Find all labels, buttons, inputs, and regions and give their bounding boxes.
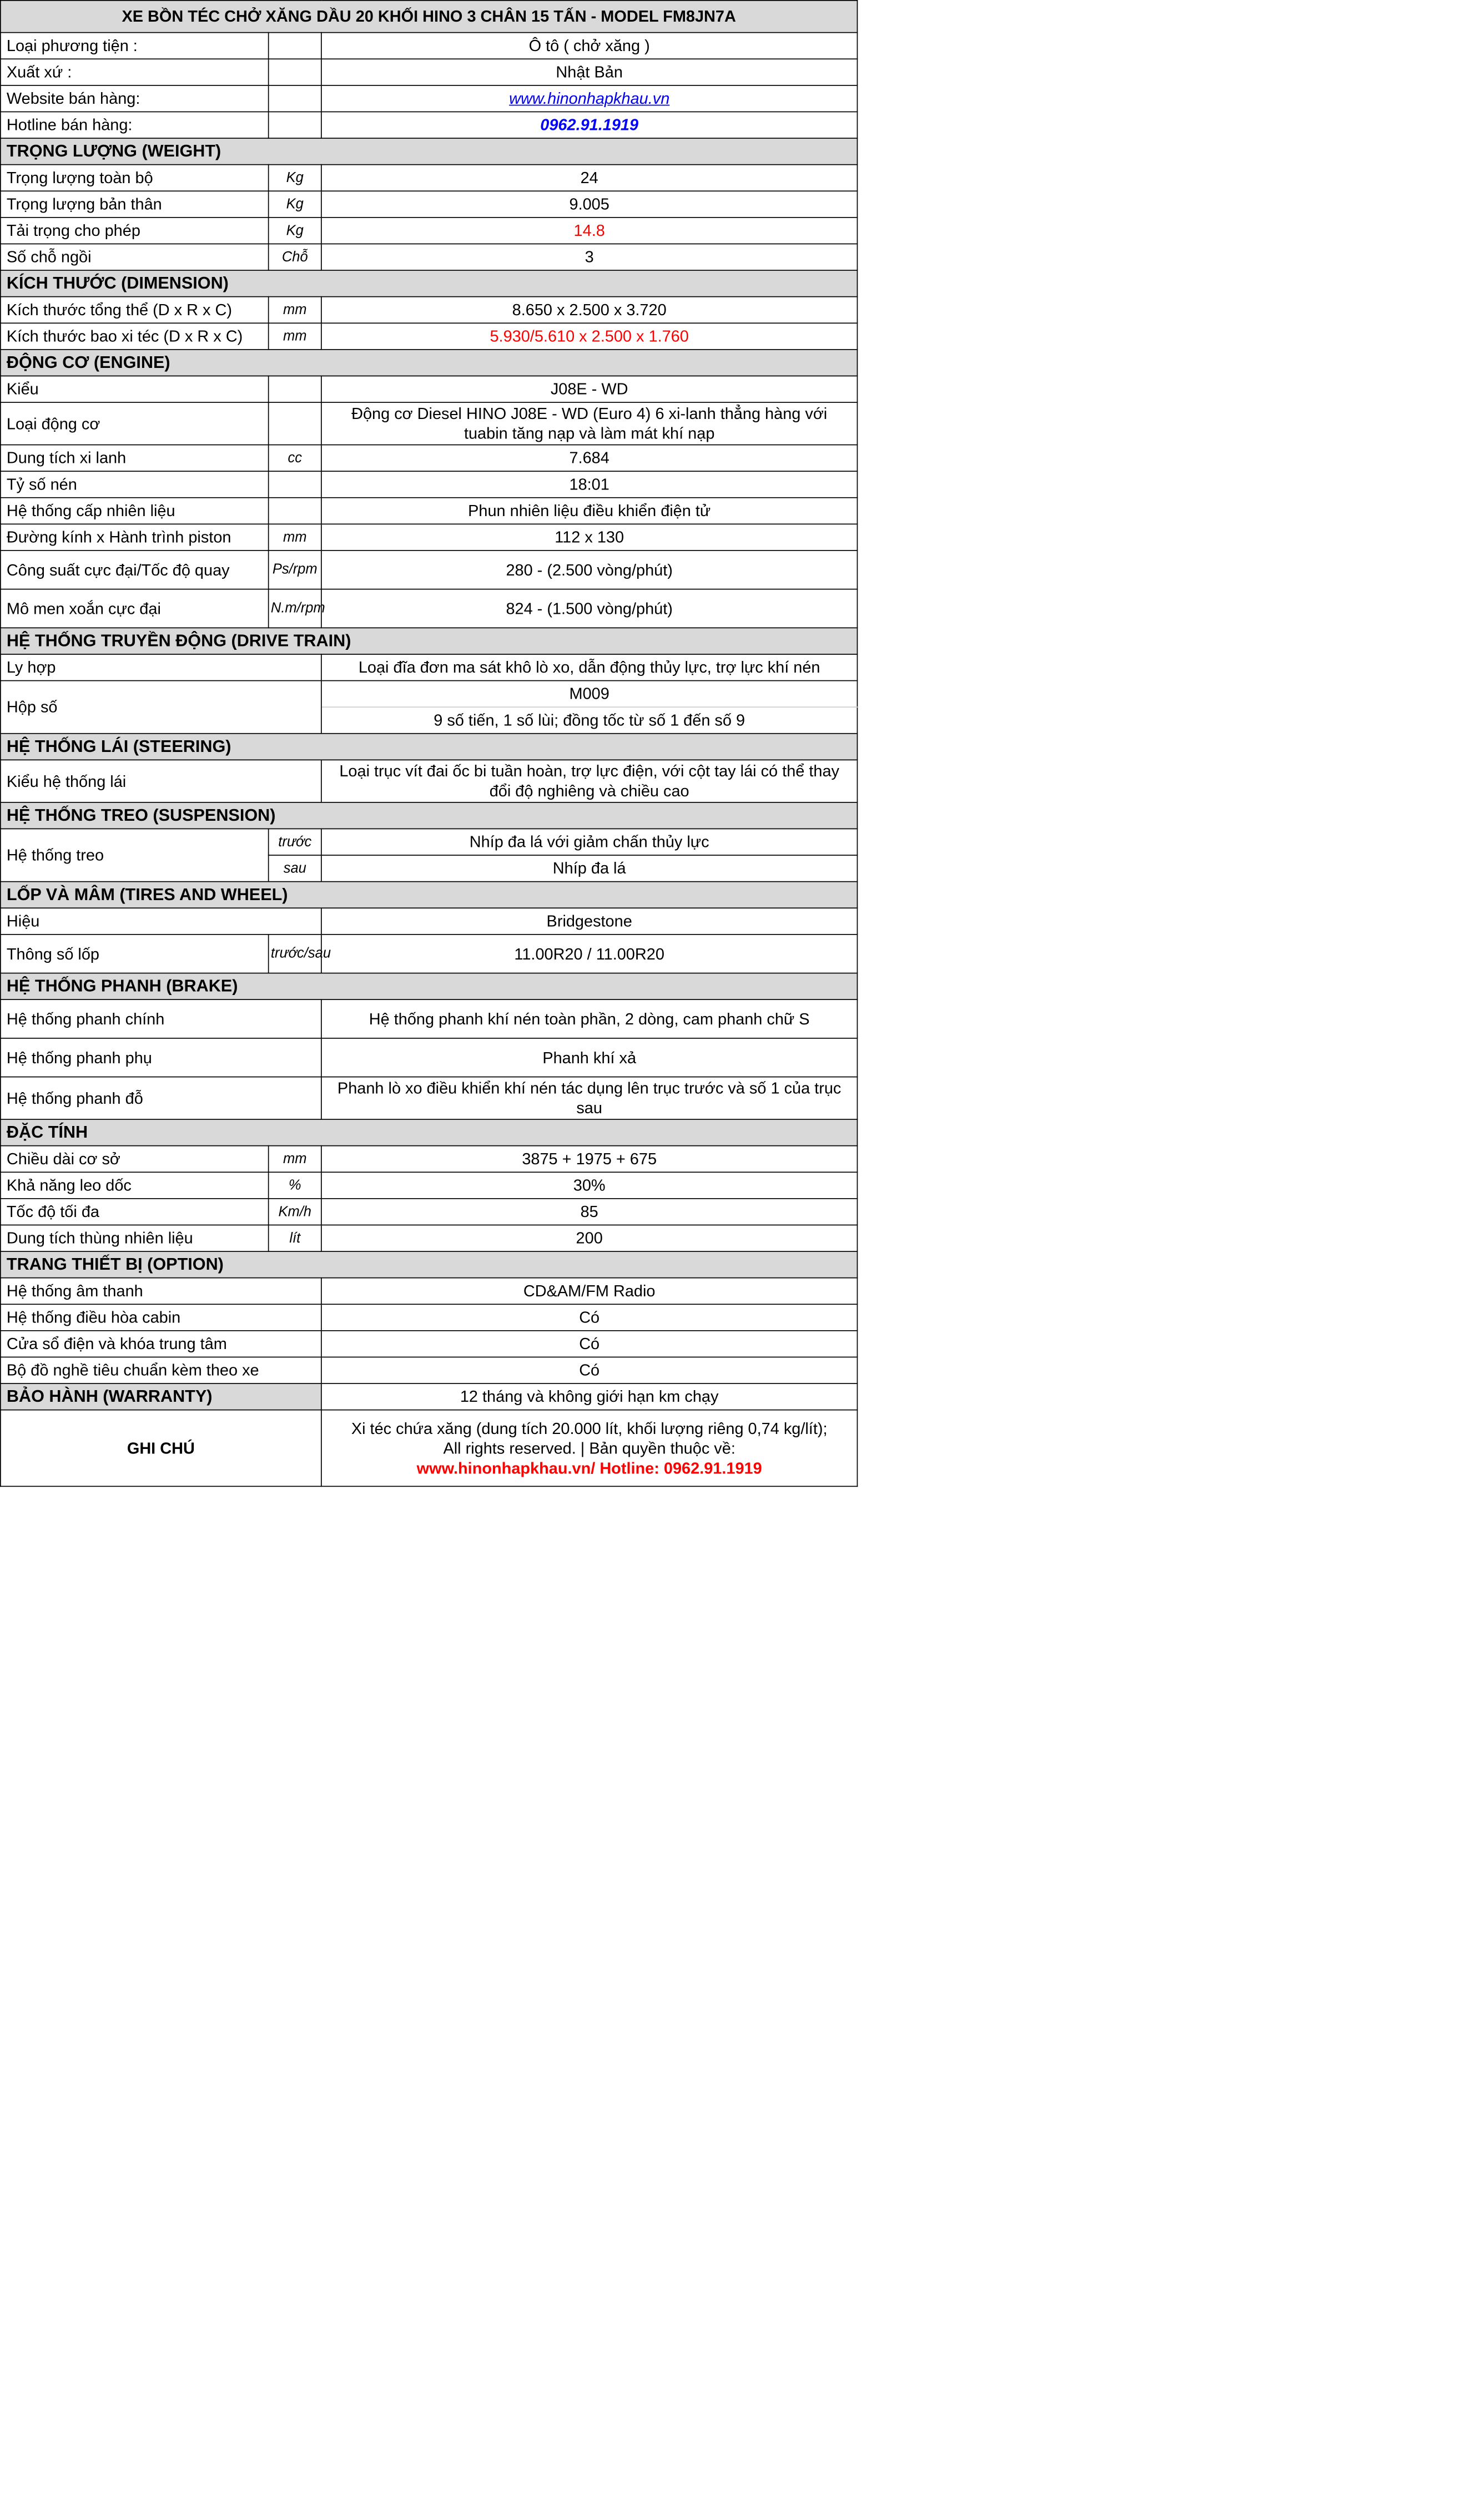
section-header-row [1, 270, 858, 297]
table-row [1, 112, 858, 138]
table-row [1, 1038, 858, 1077]
section-header-row [1, 973, 858, 1000]
notes-cell [321, 1410, 858, 1487]
hotline-value[interactable]: 0962.91.1919 [540, 116, 639, 134]
hotline-cell [321, 112, 858, 138]
notes-line-2: All rights reserved. | Bản quyền thuộc về: [443, 1439, 735, 1457]
table-row [1, 935, 858, 973]
row-unit: Kg [269, 191, 321, 218]
row-label: Cửa sổ điện và khóa trung tâm [1, 1331, 321, 1357]
table-row [1, 376, 858, 402]
vehicle-type-value: Ô tô ( chở xăng ) [321, 33, 858, 59]
row-value: 14.8 [321, 218, 858, 244]
warranty-value: 12 tháng và không giới hạn km chạy [321, 1383, 858, 1410]
website-cell [321, 85, 858, 112]
table-row [1, 402, 858, 445]
row-label: Số chỗ ngồi [1, 244, 269, 270]
table-row [1, 524, 858, 551]
suspension-front-unit: trước [269, 829, 321, 855]
table-row [1, 1172, 858, 1199]
table-row [1, 829, 858, 855]
table-row [1, 191, 858, 218]
weight-header: TRỌNG LƯỢNG (WEIGHT) [1, 138, 858, 165]
row-unit: mm [269, 524, 321, 551]
row-label: Công suất cực đại/Tốc độ quay [1, 551, 269, 589]
row-unit: mm [269, 1146, 321, 1173]
table-row [1, 681, 858, 708]
engine-header: ĐỘNG CƠ (ENGINE) [1, 350, 858, 376]
gearbox-model: M009 [321, 681, 858, 708]
tire-spec-value: 11.00R20 / 11.00R20 [321, 935, 858, 973]
row-value: 24 [321, 165, 858, 191]
table-row [1, 999, 858, 1038]
row-label: Dung tích thùng nhiên liệu [1, 1225, 269, 1251]
table-row [1, 1225, 858, 1251]
row-label: Tải trọng cho phép [1, 218, 269, 244]
website-link[interactable]: www.hinonhapkhau.vn [509, 89, 670, 108]
row-label: Mô men xoắn cực đại [1, 589, 269, 628]
row-value: 7.684 [321, 445, 858, 472]
table-row [1, 1077, 858, 1120]
row-unit: mm [269, 297, 321, 324]
row-label: Tốc độ tối đa [1, 1199, 269, 1225]
table-row [1, 760, 858, 802]
table-row [1, 297, 858, 324]
row-unit [269, 471, 321, 498]
section-header-row [1, 1251, 858, 1278]
notes-line-1: Xi téc chứa xăng (dung tích 20.000 lít, khối lượng riêng 0,74 kg/lít); [351, 1419, 828, 1437]
tire-brand-value: Bridgestone [321, 908, 858, 935]
row-value: 3 [321, 244, 858, 270]
unit-cell [269, 59, 321, 85]
tire-brand-label: Hiệu [1, 908, 321, 935]
table-row [1, 589, 858, 628]
row-unit: Kg [269, 165, 321, 191]
table-row [1, 908, 858, 935]
section-header-row [1, 882, 858, 908]
row-label: Kích thước tổng thể (D x R x C) [1, 297, 269, 324]
table-row [1, 1278, 858, 1305]
row-value: 85 [321, 1199, 858, 1225]
row-label: Trọng lượng toàn bộ [1, 165, 269, 191]
unit-cell [269, 85, 321, 112]
row-value: 5.930/5.610 x 2.500 x 1.760 [321, 323, 858, 350]
row-value: 112 x 130 [321, 524, 858, 551]
row-unit [269, 498, 321, 524]
row-label: Khả năng leo dốc [1, 1172, 269, 1199]
row-value: 30% [321, 1172, 858, 1199]
table-row [1, 218, 858, 244]
origin-value: Nhật Bản [321, 59, 858, 85]
warranty-header: BẢO HÀNH (WARRANTY) [1, 1383, 321, 1410]
row-label: Loại động cơ [1, 402, 269, 445]
table-row [1, 165, 858, 191]
row-unit: lít [269, 1225, 321, 1251]
row-label: Đường kính x Hành trình piston [1, 524, 269, 551]
table-row [1, 1357, 858, 1383]
table-row [1, 33, 858, 59]
row-value: Phun nhiên liệu điều khiển điện tử [321, 498, 858, 524]
gearbox-label: Hộp số [1, 681, 321, 734]
row-unit: Km/h [269, 1199, 321, 1225]
row-value: Phanh lò xo điều khiển khí nén tác dụng lên trục trước và số 1 của trục sau [321, 1077, 858, 1120]
notes-row [1, 1410, 858, 1487]
row-value: Hệ thống phanh khí nén toàn phần, 2 dòng, cam phanh chữ S [321, 999, 858, 1038]
row-unit: Chỗ [269, 244, 321, 270]
brake-header: HỆ THỐNG PHANH (BRAKE) [1, 973, 858, 1000]
row-label: Chiều dài cơ sở [1, 1146, 269, 1173]
table-row [1, 244, 858, 270]
website-label: Website bán hàng: [1, 85, 269, 112]
table-row [1, 1146, 858, 1173]
steering-header: HỆ THỐNG LÁI (STEERING) [1, 734, 858, 760]
tires-header: LỐP VÀ MÂM (TIRES AND WHEEL) [1, 882, 858, 908]
table-row [1, 1199, 858, 1225]
row-label: Kích thước bao xi téc (D x R x C) [1, 323, 269, 350]
table-row [1, 1304, 858, 1331]
row-label: Bộ đồ nghề tiêu chuẩn kèm theo xe [1, 1357, 321, 1383]
table-row [1, 654, 858, 681]
row-value: Có [321, 1331, 858, 1357]
suspension-rear-value: Nhíp đa lá [321, 855, 858, 882]
section-header-row [1, 1383, 858, 1410]
gearbox-desc: 9 số tiến, 1 số lùi; đồng tốc từ số 1 đến số 9 [321, 707, 858, 734]
table-row [1, 59, 858, 85]
options-header: TRANG THIẾT BỊ (OPTION) [1, 1251, 858, 1278]
row-unit: Kg [269, 218, 321, 244]
table-row [1, 1331, 858, 1357]
table-row [1, 85, 858, 112]
row-unit: mm [269, 323, 321, 350]
row-value: J08E - WD [321, 376, 858, 402]
row-label: Kiểu [1, 376, 269, 402]
features-header: ĐẶC TÍNH [1, 1119, 858, 1146]
origin-label: Xuất xứ : [1, 59, 269, 85]
tire-spec-unit: trước/sau [269, 935, 321, 973]
suspension-label: Hệ thống treo [1, 829, 269, 881]
row-value: Có [321, 1357, 858, 1383]
table-row [1, 471, 858, 498]
section-header-row [1, 138, 858, 165]
unit-cell [269, 112, 321, 138]
section-header-row [1, 1119, 858, 1146]
page-title: XE BỒN TÉC CHỞ XĂNG DẦU 20 KHỐI HINO 3 CHÂN 15 TẤN - MODEL FM8JN7A [1, 1, 858, 33]
suspension-rear-unit: sau [269, 855, 321, 882]
row-value: CD&AM/FM Radio [321, 1278, 858, 1305]
row-label: Hệ thống phanh đỗ [1, 1077, 321, 1120]
row-value: 3875 + 1975 + 675 [321, 1146, 858, 1173]
spec-table [0, 0, 858, 1487]
suspension-front-value: Nhíp đa lá với giảm chấn thủy lực [321, 829, 858, 855]
row-value: 9.005 [321, 191, 858, 218]
hotline-label: Hotline bán hàng: [1, 112, 269, 138]
table-row [1, 551, 858, 589]
steering-value: Loại trục vít đai ốc bi tuần hoàn, trợ lực điện, với cột tay lái có thể thay đổi độ nghiêng và chiều cao [321, 760, 858, 802]
row-value: 280 - (2.500 vòng/phút) [321, 551, 858, 589]
dimension-header: KÍCH THƯỚC (DIMENSION) [1, 270, 858, 297]
row-unit: Ps/rpm [269, 551, 321, 589]
unit-cell [269, 33, 321, 59]
drivetrain-header: HỆ THỐNG TRUYỀN ĐỘNG (DRIVE TRAIN) [1, 628, 858, 654]
row-value: 8.650 x 2.500 x 3.720 [321, 297, 858, 324]
tire-spec-label: Thông số lốp [1, 935, 269, 973]
row-value: Có [321, 1304, 858, 1331]
section-header-row [1, 802, 858, 829]
suspension-header: HỆ THỐNG TREO (SUSPENSION) [1, 802, 858, 829]
clutch-value: Loại đĩa đơn ma sát khô lò xo, dẫn động thủy lực, trợ lực khí nén [321, 654, 858, 681]
section-header-row [1, 350, 858, 376]
notes-label: GHI CHÚ [1, 1410, 321, 1487]
table-row [1, 323, 858, 350]
row-value: Phanh khí xả [321, 1038, 858, 1077]
clutch-label: Ly hợp [1, 654, 321, 681]
vehicle-type-label: Loại phương tiện : [1, 33, 269, 59]
table-row [1, 445, 858, 472]
section-header-row [1, 628, 858, 654]
row-label: Dung tích xi lanh [1, 445, 269, 472]
row-unit: % [269, 1172, 321, 1199]
row-value: 824 - (1.500 vòng/phút) [321, 589, 858, 628]
row-unit [269, 402, 321, 445]
notes-line-3[interactable]: www.hinonhapkhau.vn/ Hotline: 0962.91.1919 [416, 1459, 762, 1477]
steering-label: Kiểu hệ thống lái [1, 760, 321, 802]
row-value: 200 [321, 1225, 858, 1251]
row-value: 18:01 [321, 471, 858, 498]
table-row [1, 498, 858, 524]
section-header-row [1, 734, 858, 760]
row-label: Hệ thống âm thanh [1, 1278, 321, 1305]
row-label: Hệ thống điều hòa cabin [1, 1304, 321, 1331]
row-unit: N.m/rpm [269, 589, 321, 628]
row-unit: cc [269, 445, 321, 472]
row-unit [269, 376, 321, 402]
row-label: Trọng lượng bản thân [1, 191, 269, 218]
row-label: Hệ thống phanh chính [1, 999, 321, 1038]
title-row [1, 1, 858, 33]
row-label: Hệ thống phanh phụ [1, 1038, 321, 1077]
row-label: Tỷ số nén [1, 471, 269, 498]
row-label: Hệ thống cấp nhiên liệu [1, 498, 269, 524]
row-value: Động cơ Diesel HINO J08E - WD (Euro 4) 6 xi-lanh thẳng hàng với tuabin tăng nạp và làm mát khí nạp [321, 402, 858, 445]
